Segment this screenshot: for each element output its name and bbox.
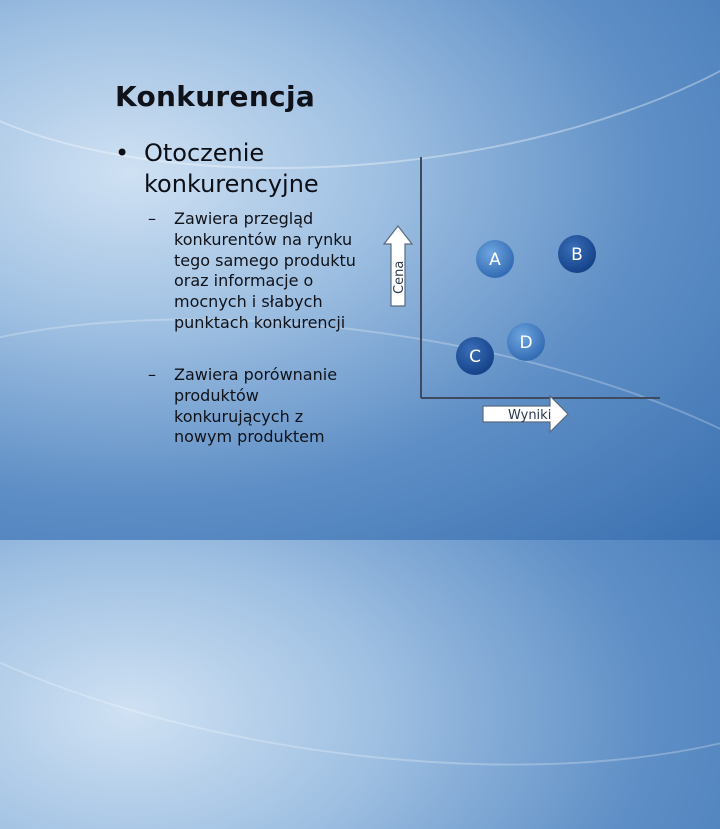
y-axis-label: Cena [392,260,407,294]
bubble-label: A [489,250,501,270]
slide-title: Konkurencja [115,80,316,113]
x-axis-label: Wyniki [508,408,552,423]
sub-bullet-marker: – [148,209,156,228]
bubble-a [476,240,514,278]
sub-bullet-marker: – [148,365,156,384]
y-axis-arrow [384,226,412,306]
bullet-marker: • [115,139,130,167]
bubble-label: B [571,245,583,265]
x-axis-arrow [483,396,568,432]
bubble-label: D [519,333,533,353]
bubble-c [456,337,494,375]
bubble-d [507,323,545,361]
sub-bullet-text: Zawiera porównanie produktów konkurujących z nowym produktem [174,365,338,447]
main-bullet-text: Otoczenie konkurencyjne [144,139,319,198]
bubble-b [558,235,596,273]
sub-bullet-text: Zawiera przegląd konkurentów na rynku tego samego produktu oraz informacje o mocnych i słabych punktach konkurencji [174,209,356,332]
bubble-label: C [469,347,481,367]
